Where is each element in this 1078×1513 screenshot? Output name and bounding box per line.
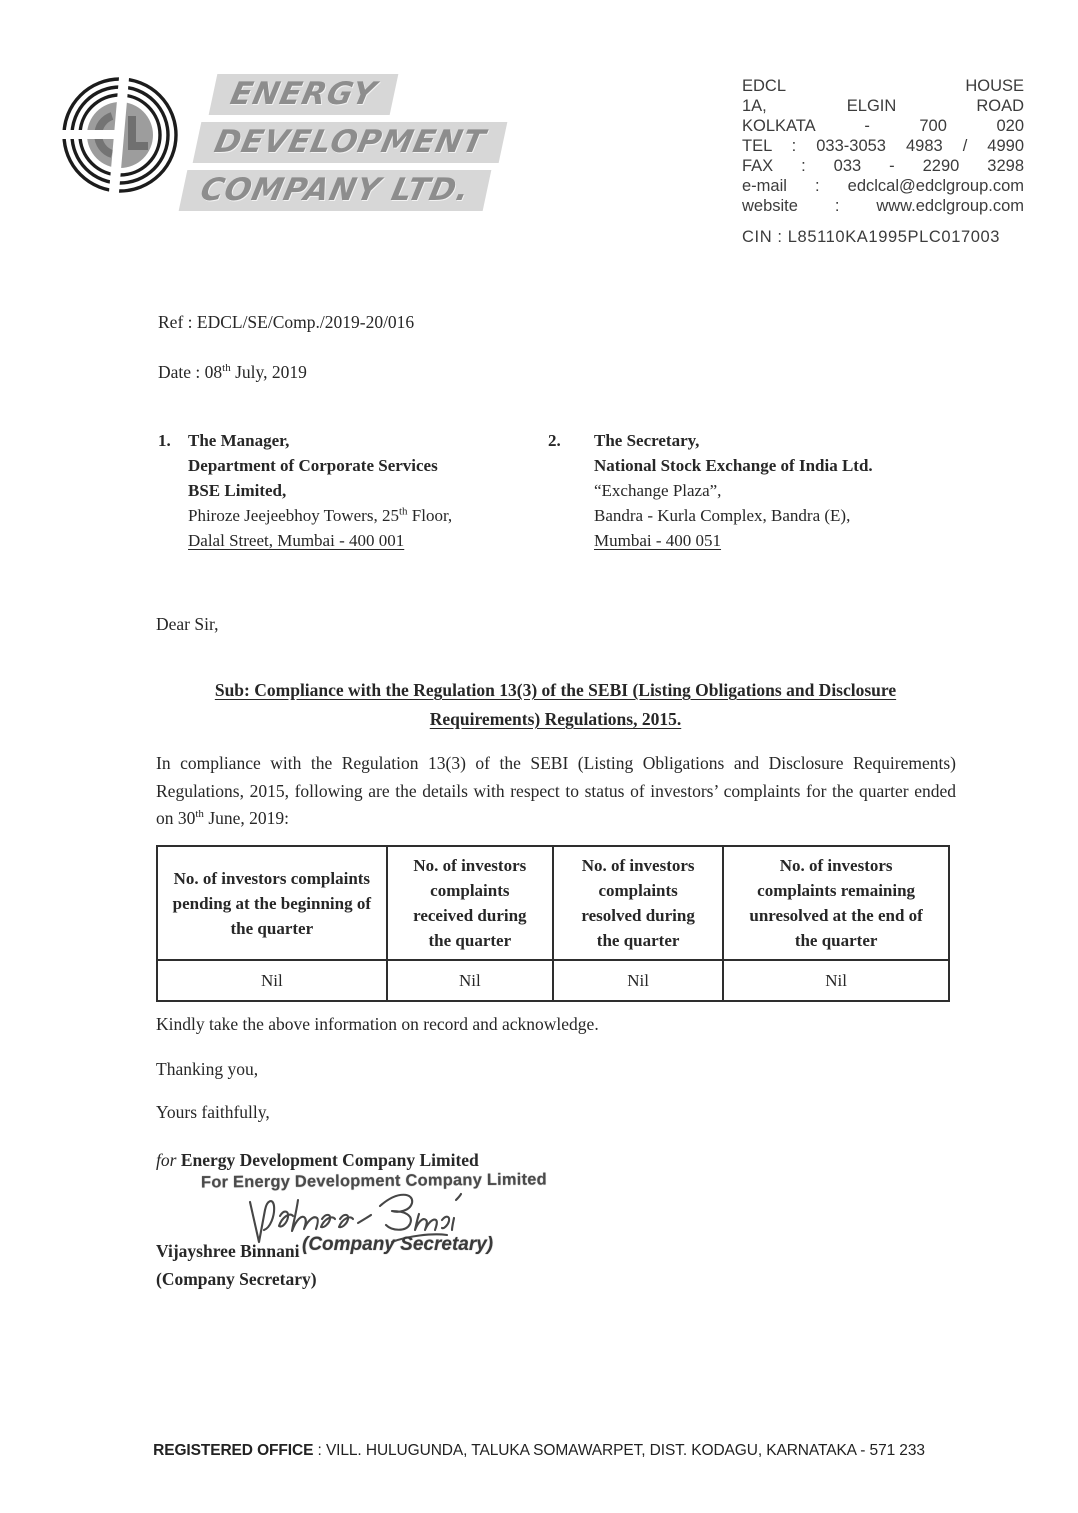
stamp-title-line: (Company Secretary) bbox=[302, 1234, 494, 1255]
body-paragraph bbox=[156, 750, 956, 833]
date-prefix: Date : 08 bbox=[158, 362, 223, 382]
recipient-line: The Secretary, bbox=[594, 431, 700, 450]
address-line: KOLKATA - 700 020 bbox=[742, 117, 1024, 135]
signatory-name: Vijayshree Binnani bbox=[156, 1241, 300, 1261]
recipient-line bbox=[188, 503, 550, 528]
recipient-line: Department of Corporate Services bbox=[188, 456, 438, 475]
recipient-line: Dalal Street, Mumbai - 400 001 bbox=[188, 531, 405, 550]
recipient-line: “Exchange Plaza”, bbox=[594, 481, 722, 500]
recipient-line: Bandra - Kurla Complex, Bandra (E), bbox=[594, 506, 851, 525]
band-development-label: DEVELOPMENT bbox=[211, 124, 489, 160]
company-name-bands bbox=[183, 74, 503, 218]
complaints-table bbox=[156, 845, 950, 1002]
table-cell: Nil bbox=[157, 960, 387, 1001]
address-line: EDCL HOUSE bbox=[742, 77, 1024, 95]
signature-for-line bbox=[156, 1150, 479, 1171]
date-suffix: July, 2019 bbox=[230, 362, 307, 382]
table-header-cell: No. of investors complaints resolved during the quarter bbox=[553, 846, 723, 960]
subject-text: Sub: Compliance with the Regulation 13(3) of the SEBI (Listing Obligations and Disclosure Requirements) Regulations, 2015. bbox=[214, 680, 897, 729]
date-ordinal: th bbox=[195, 808, 204, 821]
body-text: In compliance with the Regulation 13(3) of the SEBI (Listing Obligations and Disclosure Requirements) Regulations, 2015, following are the details with respect to status of investors’ complaints for the quarter ended on 30 bbox=[156, 753, 956, 828]
recipient-line: Mumbai - 400 051 bbox=[594, 531, 722, 550]
recipient-number: 1. bbox=[158, 431, 171, 450]
closing-thanking: Thanking you, bbox=[156, 1059, 259, 1079]
recipient-line: National Stock Exchange of India Ltd. bbox=[594, 456, 873, 475]
body-text: June, 2019: bbox=[203, 808, 290, 828]
subject-line bbox=[158, 676, 953, 734]
band-company-ltd bbox=[179, 170, 492, 211]
address-line-tel: TEL : 033-3053 4983 / 4990 bbox=[742, 137, 1024, 155]
table-header-cell: No. of investors complaints remaining unresolved at the end of the quarter bbox=[723, 846, 949, 960]
for-word: for bbox=[156, 1150, 177, 1170]
recipient-line: BSE Limited, bbox=[188, 481, 287, 500]
for-company: Energy Development Company Limited bbox=[180, 1150, 479, 1170]
band-energy bbox=[209, 74, 399, 115]
table-cell: Nil bbox=[723, 960, 949, 1001]
table-data-row bbox=[157, 960, 949, 1001]
date-ordinal: th bbox=[222, 362, 231, 375]
closing-yours: Yours faithfully, bbox=[156, 1102, 270, 1122]
registered-office-footer bbox=[0, 1442, 1078, 1460]
closing-acknowledge: Kindly take the above information on record and acknowledge. bbox=[156, 1014, 599, 1034]
recipient-line-part: Phiroze Jeejeebhoy Towers, 25 bbox=[188, 506, 399, 525]
recipient-line: The Manager, bbox=[188, 431, 290, 450]
table-cell: Nil bbox=[553, 960, 723, 1001]
registered-office-label: REGISTERED OFFICE bbox=[153, 1442, 314, 1459]
recipient-number: 2. bbox=[548, 431, 561, 450]
floor-ordinal: th bbox=[398, 505, 408, 518]
table-header-cell: No. of investors complaints received during the quarter bbox=[387, 846, 553, 960]
band-energy-label: ENERGY bbox=[227, 76, 380, 112]
salutation: Dear Sir, bbox=[156, 614, 219, 634]
table-header-cell: No. of investors complaints pending at the beginning of the quarter bbox=[157, 846, 387, 960]
band-company-ltd-label: COMPANY LTD. bbox=[197, 172, 474, 208]
registered-office-text: : VILL. HULUGUNDA, TALUKA SOMAWARPET, DIST. KODAGU, KARNATAKA - 571 233 bbox=[313, 1442, 925, 1459]
date-line bbox=[158, 362, 307, 383]
band-development bbox=[193, 122, 508, 163]
signatory-title: (Company Secretary) bbox=[156, 1269, 317, 1289]
recipient-line-part: Floor, bbox=[407, 506, 453, 525]
table-header-row bbox=[157, 846, 949, 960]
company-logo-icon bbox=[56, 72, 188, 198]
cin-line: CIN : L85110KA1995PLC017003 bbox=[742, 228, 1001, 246]
recipient-nse bbox=[548, 428, 968, 553]
stamp-company-line: For Energy Development Company Limited bbox=[200, 1170, 547, 1192]
head-office-address bbox=[742, 76, 1024, 247]
address-line-fax: FAX : 033 - 2290 3298 bbox=[742, 157, 1024, 175]
address-line: 1A, ELGIN ROAD bbox=[742, 97, 1024, 115]
recipient-bse bbox=[158, 428, 550, 553]
ref-line: Ref : EDCL/SE/Comp./2019-20/016 bbox=[158, 312, 415, 332]
address-line-website: website : www.edclgroup.com bbox=[742, 197, 1024, 215]
table-cell: Nil bbox=[387, 960, 553, 1001]
address-line-email: e-mail : edclcal@edclgroup.com bbox=[742, 177, 1024, 195]
